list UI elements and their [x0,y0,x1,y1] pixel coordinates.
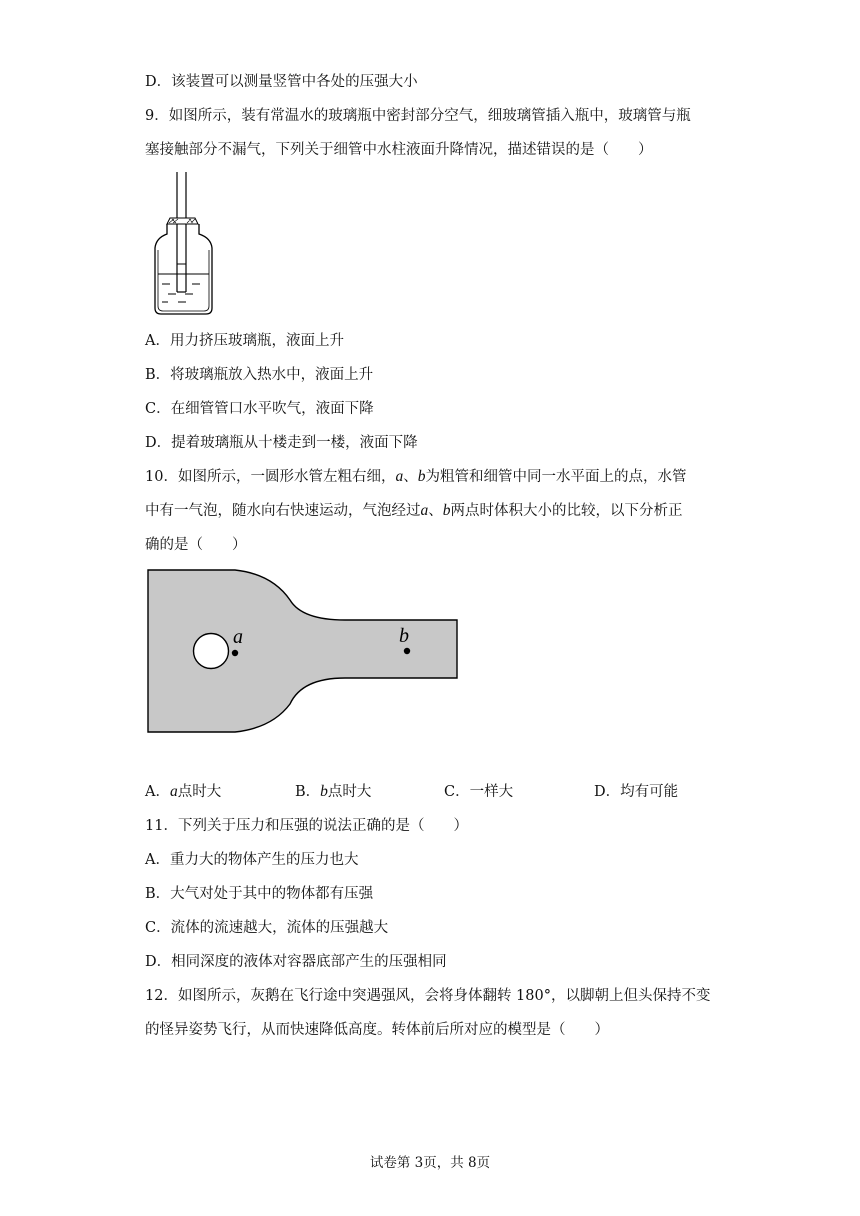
q10-var-b: b [417,468,426,485]
q11-option-a: A．重力大的物体产生的压力也大 [145,852,359,868]
q10-option-b-var: b [320,783,328,800]
q11-stem: 11．下列关于压力和压强的说法正确的是（ ） [145,818,468,834]
q11-option-d: D．相同深度的液体对容器底部产生的压强相同 [145,954,447,970]
q8-option-d: D．该装置可以测量竖管中各处的压强大小 [145,74,418,90]
q10-var-a: a [395,468,404,485]
point-a-dot [232,650,238,656]
point-b-label: b [399,625,409,647]
q9-stem-line2: 塞接触部分不漏气，下列关于细管中水柱液面升降情况，描述错误的是（ ） [145,142,653,158]
q11-option-c: C．流体的流速越大，流体的压强越大 [145,920,389,936]
q9-option-b: B．将玻璃瓶放入热水中，液面上升 [145,367,374,383]
q10-var-a-2: a [420,502,429,519]
q9-option-c: C．在细管管口水平吹气，液面下降 [145,401,374,417]
q10-option-d: D．均有可能 [594,784,679,800]
q10-var-b-2: b [442,502,451,519]
q10-sep-2: 、 [428,503,443,519]
point-a-label: a [233,626,243,648]
q10-option-b [295,782,371,802]
q10-stem-line2 [145,501,683,521]
q10-stem-line3: 确的是（ ） [145,537,247,553]
q11-option-b: B．大气对处于其中的物体都有压强 [145,886,374,902]
page-footer: 试卷第 3页，共 8页 [369,1155,491,1171]
q10-option-b-suffix: 点时大 [327,784,372,800]
q10-sep: 、 [403,469,418,485]
q9-stem-line1: 9．如图所示，装有常温水的玻璃瓶中密封部分空气，细玻璃管插入瓶中，玻璃管与瓶 [145,108,691,124]
q12-stem-line2: 的怪异姿势飞行，从而快速降低高度。转体前后所对应的模型是（ ） [145,1022,609,1038]
q12-stem-line1: 12．如图所示，灰鹅在飞行途中突遇强风，会将身体翻转 180°，以脚朝上但头保持不变 [145,988,711,1004]
q10-option-b-prefix: B． [295,784,321,800]
air-bubble [194,634,229,669]
bottle-figure [148,168,218,316]
q10-option-a-prefix: A． [145,784,170,800]
q10-line2-suffix: 两点时体积大小的比较，以下分析正 [450,503,683,519]
q10-stem-line1 [145,467,686,487]
q9-option-d: D．提着玻璃瓶从十楼走到一楼，液面下降 [145,435,418,451]
q9-option-a: A．用力挤压玻璃瓶，液面上升 [145,333,344,349]
q10-line1-prefix: 10．如图所示，一圆形水管左粗右细， [145,469,396,485]
point-b-dot [404,648,410,654]
q10-option-c: C．一样大 [444,784,514,800]
pipe-figure [140,562,470,740]
q10-line1-suffix: 为粗管和细管中同一水平面上的点，水管 [425,469,687,485]
q10-line2-prefix: 中有一气泡，随水向右快速运动，气泡经过 [145,503,421,519]
q10-option-a-var: a [169,783,178,800]
q10-option-a-suffix: 点时大 [177,784,222,800]
q10-option-a [145,782,221,802]
